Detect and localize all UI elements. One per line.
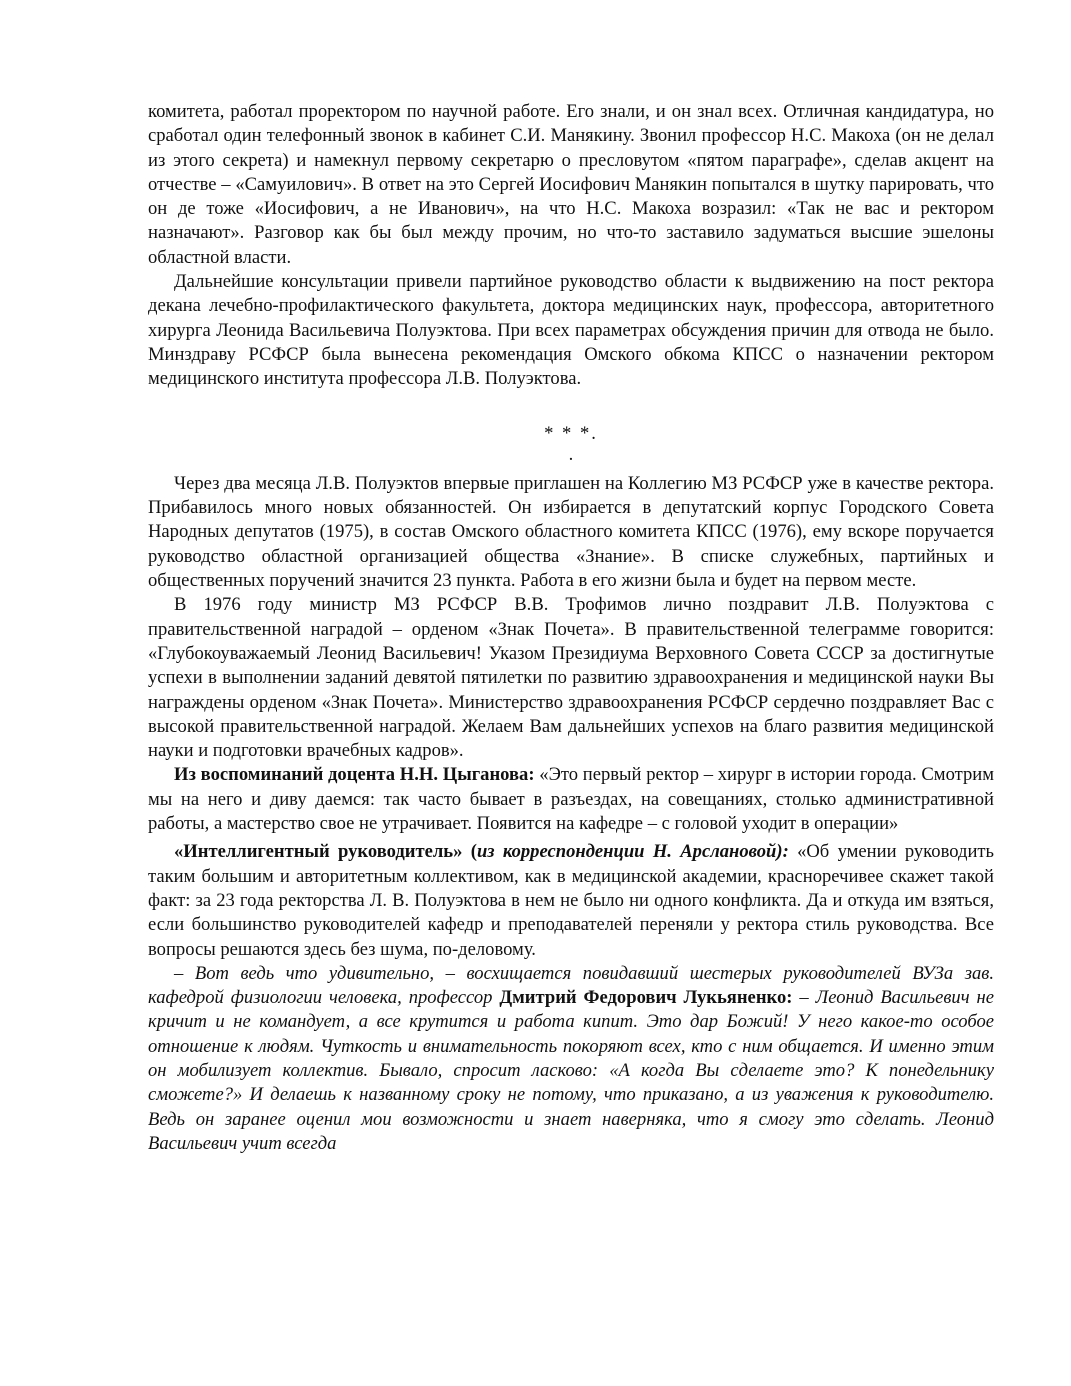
- article-title: «Интеллигентный руководитель» (: [174, 841, 477, 863]
- article-source: из корреспонденции Н. Арслановой):: [476, 841, 789, 863]
- paragraph-4: В 1976 году министр МЗ РСФСР В.В. Трофимов лично поздравит Л.В. Полуэктова с правительственной наградой – орденом «Знак Почета». В правительственной телеграмме говорится: «Глубокоуважаемый Леонид Васильевич! Указом Президиума Верховного Совета СССР за достигнутые успехи в выполнении заданий девятой пятилетки по развитию здравоохранения и медицинской науки Вы награждены орденом «Знак Почета». Министерство здравоохранения РСФСР сердечно поздравляет Вас с высокой правительственной наградой. Желаем Вам дальнейших успехов на благо развития медицинской науки и подготовки врачебных кадров».: [148, 594, 994, 762]
- article-text: «Об умении руководить таким большим и авторитетным коллективом, как в медицинской академии, красноречивее скажет такой факт: за 23 года ректорства Л. В. Полуэктова в нем не было ни одного конфликта. Да и откуда им взяться, если большинство руководителей кафедр и преподавателей переняли у ректора стиль руководства. Все вопросы решаются здесь без шума, по-деловому.: [148, 841, 994, 960]
- paragraph-6: [148, 840, 994, 961]
- document-page: [148, 100, 994, 1156]
- paragraph-7: [148, 962, 994, 1156]
- memoir-author: Из воспоминаний доцента Н.Н. Цыганова:: [174, 764, 535, 786]
- memoir-text: «Это первый ректор – хирург в истории города. Смотрим мы на него и диву даемся: так часто бывает в разъездах, на совещаниях, столько административной работы, а мастерство свое не утрачивает. Появится на кафедре – с головой уходит в операции»: [148, 764, 994, 835]
- paragraph-5: [148, 763, 994, 836]
- paragraph-2: Дальнейшие консультации привели партийное руководство области к выдвижению на пост ректора декана лечебно-профилактического факультета, доктора медицинских наук, профессора, авторитетного хирурга Леонида Васильевича Полуэктова. При всех параметрах обсуждения причин для отвода не было. Минздраву РСФСР была вынесена рекомендация Омского обкома КПСС о назначении ректором медицинского института профессора Л.В. Полуэктова.: [148, 271, 994, 390]
- quote-intro: – Вот ведь что удивительно, – восхищается повидавший шестерых руководителей ВУЗа зав. кафедрой физиологии человека, профессор: [148, 962, 994, 1009]
- quote-author: Дмитрий Федорович Лукьяненко:: [499, 987, 793, 1009]
- paragraph-3: Через два месяца Л.В. Полуэктов впервые приглашен на Коллегию МЗ РСФСР уже в качестве ректора. Прибавилось много новых обязанностей. Он избирается в депутатский корпус Городского Совета Народных депутатов (1975), в состав Омского областного комитета КПСС (1976), ему вскоре поручается руководство областной организацией общества «Знание». В списке служебных, партийных и общественных поручений значится 23 пункта. Работа в его жизни была и будет на первом месте.: [148, 472, 994, 592]
- paragraph-1: комитета, работал проректором по научной работе. Его знали, и он знал всех. Отличная кандидатура, но сработал один телефонный звонок в кабинет С.И. Манякину. Звонил профессор Н.С. Макоха (он не делал из этого секрета) и намекнул первому секретарю о пресловутом «пятом параграфе», сделав акцент на отчестве – «Самуилович». В ответ на это Сергей Иосифович Манякин попытался в шутку парировать, что он де тоже «Иосифович, а не Иванович», на что Н.С. Макоха возразил: «Так не вас и ректором назначают». Разговор как бы был между прочим, но что-то заставило задуматься высшие эшелоны областной власти.: [148, 101, 994, 268]
- quote-text: – Леонид Васильевич не кричит и не командует, а все крутится и работа кипит. Это дар Божий! У него какое-то особое отношение к людям. Чуткость и внимательность покоряют всех, кто с ним общается. И именно этим он мобилизует коллектив. Бывало, спросит ласково: «А когда Вы сделаете это? К понедельнику сможете?» И делаешь к названному сроку не потому, что приказано, а из уважения к руководителю. Ведь он заранее оценил мои возможности и знает наверняка, что я смогу это сделать. Леонид Васильевич учит всегда: [148, 987, 994, 1154]
- section-separator: * * *.: [544, 422, 598, 444]
- separator-dot: .: [568, 443, 574, 465]
